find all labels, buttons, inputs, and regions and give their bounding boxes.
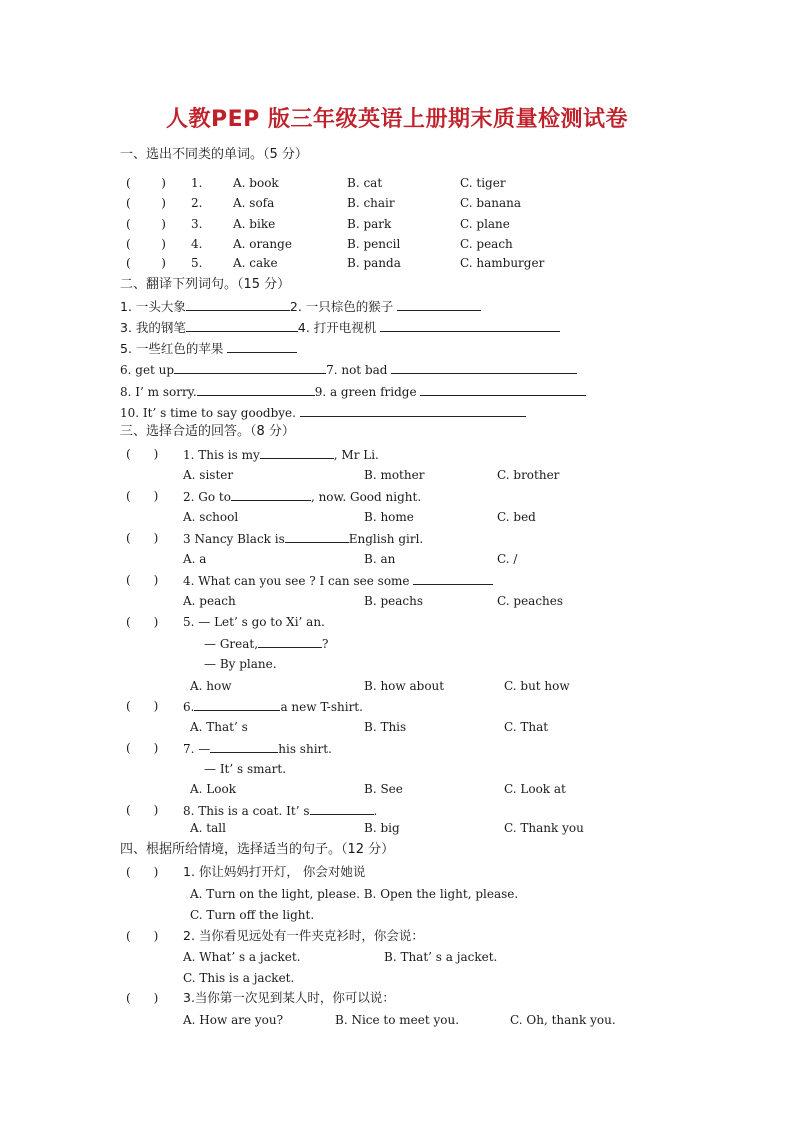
answer-blank[interactable]: [413, 572, 493, 585]
answer-paren: ( ): [126, 573, 159, 587]
option-a: A. school: [183, 510, 239, 524]
question-text: ?: [322, 637, 329, 651]
option-a: A. cake: [233, 256, 278, 270]
option-c: C. banana: [460, 196, 521, 210]
option-b: B. peachs: [364, 594, 423, 608]
question-7-line2: — It’ s smart.: [204, 762, 287, 776]
option-c: C. plane: [460, 217, 510, 231]
answer-blank[interactable]: [194, 698, 280, 711]
option-a: A. sofa: [233, 196, 275, 210]
answer-blank[interactable]: [310, 802, 374, 815]
prompt-5: 5. 一些红色的苹果: [120, 341, 228, 356]
item-number: 3.: [191, 217, 203, 231]
question-text: 6.: [183, 700, 195, 714]
option-b: B. an: [364, 552, 396, 566]
section2-heading: 二、翻译下列词句。（15 分）: [120, 277, 291, 292]
section3-heading: 三、选择合适的回答。（8 分）: [120, 424, 295, 439]
question-text: , Mr Li.: [333, 448, 379, 462]
option-c: C. hamburger: [460, 256, 545, 270]
option-c: C. That: [504, 720, 549, 734]
question-1: [183, 446, 379, 463]
option-b: B. how about: [364, 679, 445, 693]
option-b: B. mother: [364, 468, 425, 482]
answer-paren: ( ): [126, 176, 166, 190]
question-4: [183, 572, 493, 589]
item-number: 4.: [191, 237, 203, 251]
answer-paren: ( ): [126, 489, 159, 503]
translation-line: [120, 319, 560, 336]
option-b: B. cat: [347, 176, 383, 190]
question-7: [183, 740, 332, 757]
option-c: C. Oh, thank you.: [510, 1013, 616, 1027]
answer-blank[interactable]: [186, 319, 298, 332]
option-b: B. panda: [347, 256, 401, 270]
translation-line: [120, 404, 526, 421]
situation-1: 1. 你让妈妈打开灯， 你会对她说: [183, 864, 366, 879]
option-a: A. peach: [183, 594, 236, 608]
section1-heading: 一、选出不同类的单词。（5 分）: [120, 147, 308, 162]
question-8: [183, 802, 377, 819]
question-text: 2. Go to: [183, 490, 231, 504]
options-line: A. Turn on the light, please. B. Open the light, please.: [190, 887, 519, 901]
translation-line: [120, 383, 586, 400]
answer-blank[interactable]: [174, 361, 326, 374]
option-a: A. How are you?: [183, 1013, 284, 1027]
answer-blank[interactable]: [300, 404, 526, 417]
answer-paren: ( ): [126, 991, 159, 1005]
answer-blank[interactable]: [397, 298, 481, 311]
option-c: C. but how: [504, 679, 570, 693]
option-b: B. Nice to meet you.: [335, 1013, 460, 1027]
option-b: B. park: [347, 217, 392, 231]
item-number: 2.: [191, 196, 203, 210]
answer-blank[interactable]: [285, 530, 349, 543]
situation-2: 2. 当你看见远处有一件夹克衫时，你会说：: [183, 928, 424, 943]
question-text: , now. Good night.: [310, 490, 422, 504]
answer-paren: ( ): [126, 929, 159, 943]
answer-blank[interactable]: [197, 383, 315, 396]
answer-blank[interactable]: [420, 383, 586, 396]
option-b: B. See: [364, 782, 403, 796]
question-text: 7. —: [183, 742, 211, 756]
answer-paren: ( ): [126, 237, 166, 251]
answer-blank[interactable]: [258, 635, 322, 648]
option-b: B. chair: [347, 196, 395, 210]
option-b: B. This: [364, 720, 407, 734]
item-number: 1.: [191, 176, 203, 190]
question-3: [183, 530, 423, 547]
question-text: 3 Nancy Black is: [183, 532, 285, 546]
translation-line: [120, 361, 577, 378]
answer-paren: ( ): [126, 196, 166, 210]
option-a: A. That’ s: [190, 720, 248, 734]
prompt-4: 4. 打开电视机: [297, 320, 381, 335]
answer-blank[interactable]: [227, 340, 297, 353]
prompt-7: 7. not bad: [326, 363, 392, 377]
option-c: C. /: [497, 552, 518, 566]
prompt-8: 8. I’ m sorry.: [120, 385, 197, 399]
item-number: 5.: [191, 256, 203, 270]
translation-line: [120, 298, 481, 315]
option-c: C. This is a jacket.: [183, 971, 295, 985]
option-a: A. a: [183, 552, 207, 566]
question-text: English girl.: [348, 532, 424, 546]
prompt-9: 9. a green fridge: [314, 385, 421, 399]
answer-blank[interactable]: [380, 319, 560, 332]
prompt-6: 6. get up: [120, 363, 175, 377]
option-a: A. bike: [233, 217, 276, 231]
question-5-line2: [204, 635, 328, 652]
option-c: C. bed: [497, 510, 536, 524]
prompt-3: 3. 我的钢笔: [120, 320, 186, 335]
answer-paren: ( ): [126, 741, 159, 755]
option-a: A. how: [190, 679, 232, 693]
option-a: A. Look: [190, 782, 236, 796]
option-a: A. orange: [233, 237, 292, 251]
answer-paren: ( ): [126, 531, 159, 545]
answer-paren: ( ): [126, 865, 159, 879]
answer-blank[interactable]: [231, 488, 311, 501]
answer-paren: ( ): [126, 699, 159, 713]
question-text: .: [373, 804, 378, 818]
option-b: B. home: [364, 510, 414, 524]
option-a: A. tall: [190, 821, 226, 835]
translation-line: [120, 340, 297, 357]
prompt-10: 10. It’ s time to say goodbye.: [120, 406, 300, 420]
option-b: B. That’ s a jacket.: [384, 950, 498, 964]
answer-paren: ( ): [126, 615, 159, 629]
option-a: A. What’ s a jacket.: [183, 950, 301, 964]
question-text: 1. This is my: [183, 448, 260, 462]
answer-paren: ( ): [126, 217, 166, 231]
option-c: C. Thank you: [504, 821, 584, 835]
question-5-line1: 5. — Let’ s go to Xi’ an.: [183, 615, 325, 629]
answer-blank[interactable]: [186, 298, 290, 311]
option-a: A. sister: [183, 468, 234, 482]
answer-paren: ( ): [126, 803, 159, 817]
question-text: his shirt.: [278, 742, 332, 756]
question-text: a new T-shirt.: [280, 700, 363, 714]
answer-blank[interactable]: [210, 740, 278, 753]
option-c: C. brother: [497, 468, 560, 482]
section4-heading: 四、根据所给情境，选择适当的句子。（12 分）: [120, 842, 395, 857]
question-2: [183, 488, 421, 505]
option-c: C. peach: [460, 237, 513, 251]
answer-blank[interactable]: [260, 446, 334, 459]
question-6: [183, 698, 363, 715]
answer-blank[interactable]: [391, 361, 577, 374]
prompt-1: 1. 一头大象: [120, 299, 186, 314]
option-c: C. tiger: [460, 176, 506, 190]
answer-paren: ( ): [126, 447, 159, 461]
prompt-2: 2. 一只棕色的猴子: [289, 299, 398, 314]
question-text: — Great,: [204, 637, 259, 651]
option-a: A. book: [233, 176, 279, 190]
option-b: B. pencil: [347, 237, 401, 251]
option-c: C. Look at: [504, 782, 566, 796]
question-text: 8. This is a coat. It’ s: [183, 804, 310, 818]
situation-3: 3.当你第一次见到某人时，你可以说：: [183, 990, 395, 1005]
option-c: C. peaches: [497, 594, 564, 608]
question-5-line3: — By plane.: [204, 657, 277, 671]
exam-title: 人教PEP 版三年级英语上册期末质量检测试卷: [166, 107, 628, 132]
answer-paren: ( ): [126, 256, 166, 270]
question-text: 4. What can you see ? I can see some: [183, 574, 414, 588]
option-b: B. big: [364, 821, 400, 835]
option-c: C. Turn off the light.: [190, 908, 315, 922]
